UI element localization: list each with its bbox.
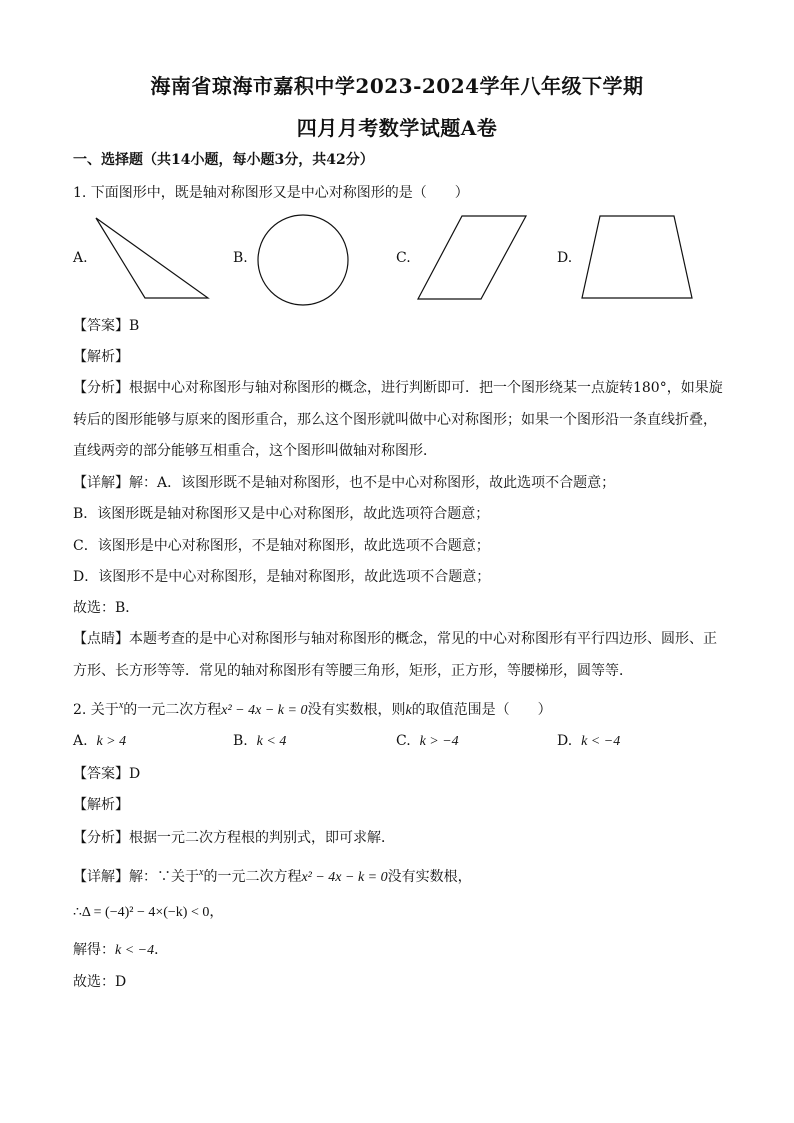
q1-option-c-label: C.: [396, 250, 411, 266]
q1-fenxi-line2: 转后的图形能够与原来的图形重合，那么这个图形就叫做中心对称图形；如果一个图形沿一条直线折叠，: [73, 412, 717, 428]
q1-detail-line3: C．该图形是中心对称图形，不是轴对称图形，故此选项不合题意；: [73, 538, 490, 554]
q2-option-c: C. k > −4: [396, 733, 459, 749]
q1-fenxi-line3: 直线两旁的部分能够互相重合，这个图形叫做轴对称图形．: [73, 443, 437, 459]
var-x: x: [118, 700, 124, 711]
q2-option-b: B. k < 4: [233, 733, 287, 749]
q2-equation: x² − 4x − k = 0: [221, 703, 308, 718]
q1-detail-line1: 【详解】解：A．该图形既不是轴对称图形，也不是中心对称图形，故此选项不合题意；: [73, 475, 616, 491]
q2-option-d: D. k < −4: [557, 733, 621, 749]
q1-option-d-label: D.: [557, 250, 573, 266]
q1-choose: 故选：B．: [73, 600, 140, 616]
q1-analysis-label: 【解析】: [73, 349, 129, 365]
page-title-line1: 海南省琼海市嘉积中学2023-2024学年八年级下学期: [150, 74, 644, 98]
q1-fenxi-line1: 【分析】根据中心对称图形与轴对称图形的概念，进行判断即可．把一个图形绕某一点旋转180°，如果旋: [73, 380, 723, 396]
q1-option-b-label: B.: [233, 250, 248, 266]
q2-detail: 【详解】解：∵关于$^x$的一元二次方程x² − 4x − k = 0没有实数根，: [73, 867, 472, 885]
q2-solve: 解得：k < −4．: [73, 942, 169, 958]
q1-detail-line4: D．该图形不是中心对称图形，是轴对称图形，故此选项不合题意；: [73, 569, 491, 585]
q2-option-a: A. k > 4: [73, 733, 127, 749]
q2-choose: 故选：D: [73, 974, 127, 990]
q1-review-line2: 方形、长方形等等．常见的轴对称图形有等腰三角形，矩形，正方形，等腰梯形，圆等等．: [73, 663, 633, 679]
section-heading: 一、选择题（共14小题，每小题3分，共42分）: [73, 152, 374, 168]
parallelogram-figure: [414, 212, 532, 304]
q1-option-a-label: A.: [73, 250, 88, 266]
q1-detail-line2: B．该图形既是轴对称图形又是中心对称图形，故此选项符合题意；: [73, 506, 490, 522]
triangle-figure: [92, 214, 214, 304]
q2-answer: 【答案】D: [73, 766, 141, 782]
q1-review-line1: 【点睛】本题考查的是中心对称图形与轴对称图形的概念，常见的中心对称图形有平行四边形、圆形、正: [73, 631, 717, 647]
var-k: k: [405, 703, 412, 718]
q1-stem: 1. 下面图形中，既是轴对称图形又是中心对称图形的是（ ）: [73, 185, 469, 201]
q2-analysis-label: 【解析】: [73, 797, 129, 813]
q1-answer: 【答案】B: [73, 318, 140, 334]
q2-stem: 2. 关于$^x$的一元二次方程x² − 4x − k = 0没有实数根，则k的取值范围是（ ）: [73, 700, 552, 718]
trapezoid-figure: [576, 212, 698, 302]
q2-fenxi: 【分析】根据一元二次方程根的判别式，即可求解．: [73, 830, 395, 846]
q2-discriminant: ∴Δ = (−4)² − 4×(−k) < 0，: [73, 905, 224, 920]
circle-figure: [254, 213, 352, 307]
page-title-line2: 四月月考数学试题A卷: [296, 116, 498, 140]
